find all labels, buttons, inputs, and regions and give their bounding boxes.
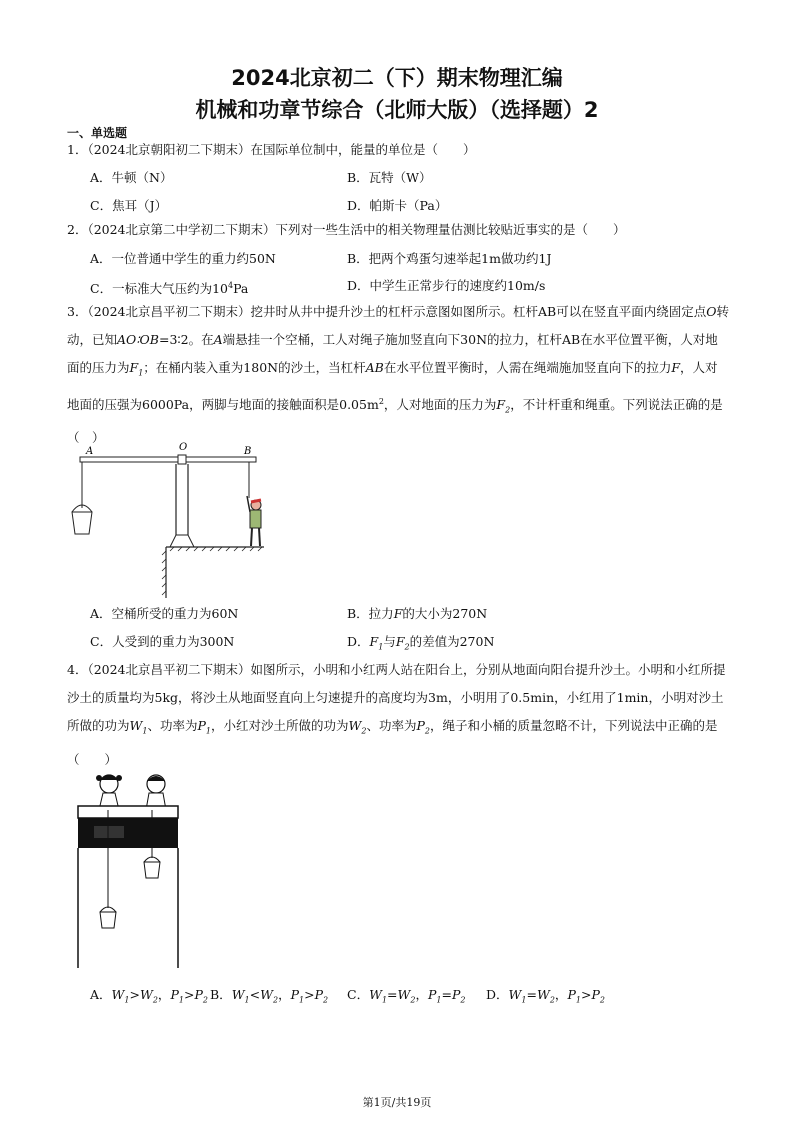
q1-option-a[interactable]: A．牛顿（N）	[90, 170, 173, 185]
q4-option-a[interactable]: A．$W_1>W_2$，$P_1>P_2$	[90, 987, 208, 1005]
bucket-left	[100, 912, 116, 928]
lever-bar	[80, 457, 256, 462]
question-1: 1．（2024北京朝阳初二下期末）在国际单位制中，能量的单位是（ ）	[67, 142, 476, 157]
girl-figure	[96, 775, 122, 810]
q2-option-d[interactable]: D．中学生正常步行的速度约10m/s	[347, 278, 546, 293]
q3-option-a[interactable]: A．空桶所受的重力为60N	[90, 606, 239, 621]
q2-option-a[interactable]: A．一位普通中学生的重力约50N	[90, 251, 276, 266]
question-source: （2024北京昌平初二下期末）	[87, 304, 251, 319]
q4-option-c[interactable]: C．$W_1=W_2$，$P_1=P_2$	[347, 987, 466, 1005]
fig-label-o: O	[179, 442, 188, 453]
q1-option-b[interactable]: B．瓦特（W）	[347, 170, 432, 185]
boy-figure	[146, 775, 166, 810]
balcony-figure	[74, 768, 186, 972]
section-heading: 一、单选题	[67, 126, 128, 140]
question-2: 2．（2024北京第二中学初二下期末）下列对一些生活中的相关物理量估测比较贴近事实的是（ ）	[67, 222, 626, 237]
q4-option-d[interactable]: D．$W_1=W_2$，$P_1>P_2$	[486, 987, 605, 1005]
q3-option-b[interactable]: B．拉力F的大小为270N	[347, 606, 488, 621]
fig-label-a: A	[86, 446, 94, 457]
question-source: （2024北京第二中学初二下期末）	[87, 222, 276, 237]
q3-option-c[interactable]: C．人受到的重力为300N	[90, 634, 235, 649]
pivot	[178, 455, 186, 464]
question-source: （2024北京昌平初二下期末）	[87, 662, 251, 677]
q1-option-c[interactable]: C．焦耳（J）	[90, 198, 168, 213]
page-title-line1: 2024北京初二（下）期末物理汇编	[231, 66, 563, 90]
question-4: 4．（2024北京昌平初二下期末）如图所示，小明和小红两人站在阳台上，分别从地面向阳台提升沙土。小明和小红所提沙土的质量均为5kg，将沙土从地面竖直向上匀速提升的高度均为3m，小明用了0.5min，小红用了1min，小明对沙土所做的功为$W_1$、功率为$P_1$，小红对沙土所做的功为$W_2$、功率为$P_2$，绳子和小桶的质量忽略不计，下列说法中正确的是（ ）	[67, 662, 726, 767]
fig-label-b: B	[244, 446, 252, 457]
q1-option-d[interactable]: D．帕斯卡（Pa）	[347, 198, 448, 213]
question-source: （2024北京朝阳初二下期末）	[87, 142, 251, 157]
page-footer: 第1页/共19页	[362, 1096, 432, 1109]
balcony	[78, 818, 178, 848]
q4-option-b[interactable]: B．$W_1<W_2$，$P_1>P_2$	[210, 987, 329, 1005]
question-3: 3．（2024北京昌平初二下期末）挖井时从井中提升沙土的杠杆示意图如图所示。杠杆AB可以在竖直平面内绕固定点O转动，已知AO∶OB=3∶2。在A端悬挂一个空桶，工人对绳子施加竖直向下30N的拉力，杠杆AB在水平位置平衡，人对地面的压力为$F_1$；在桶内装入重为180N的沙土，当杠杆AB在水平位置平衡时，人需在绳端施加竖直向下的拉力F，人对地面的压强为6000Pa，两脚与地面的接触面积是$0.05m^2$，人对地面的压力为$F_2$，不计杆重和绳重。下列说法正确的是（ ）	[67, 304, 729, 446]
q2-option-b[interactable]: B．把两个鸡蛋匀速举起1m做功约1J	[347, 251, 552, 266]
bucket-right	[144, 862, 160, 878]
lever-figure	[66, 440, 286, 600]
q3-option-d[interactable]: D．$F_1$与$F_2$的差值为270N	[347, 634, 495, 652]
q2-option-c[interactable]: C．一标准大气压约为$10^4Pa$	[90, 281, 249, 297]
bucket	[72, 512, 92, 534]
worker-figure	[247, 496, 261, 546]
page-title-line2: 机械和功章节综合（北师大版）（选择题）2	[195, 98, 599, 122]
